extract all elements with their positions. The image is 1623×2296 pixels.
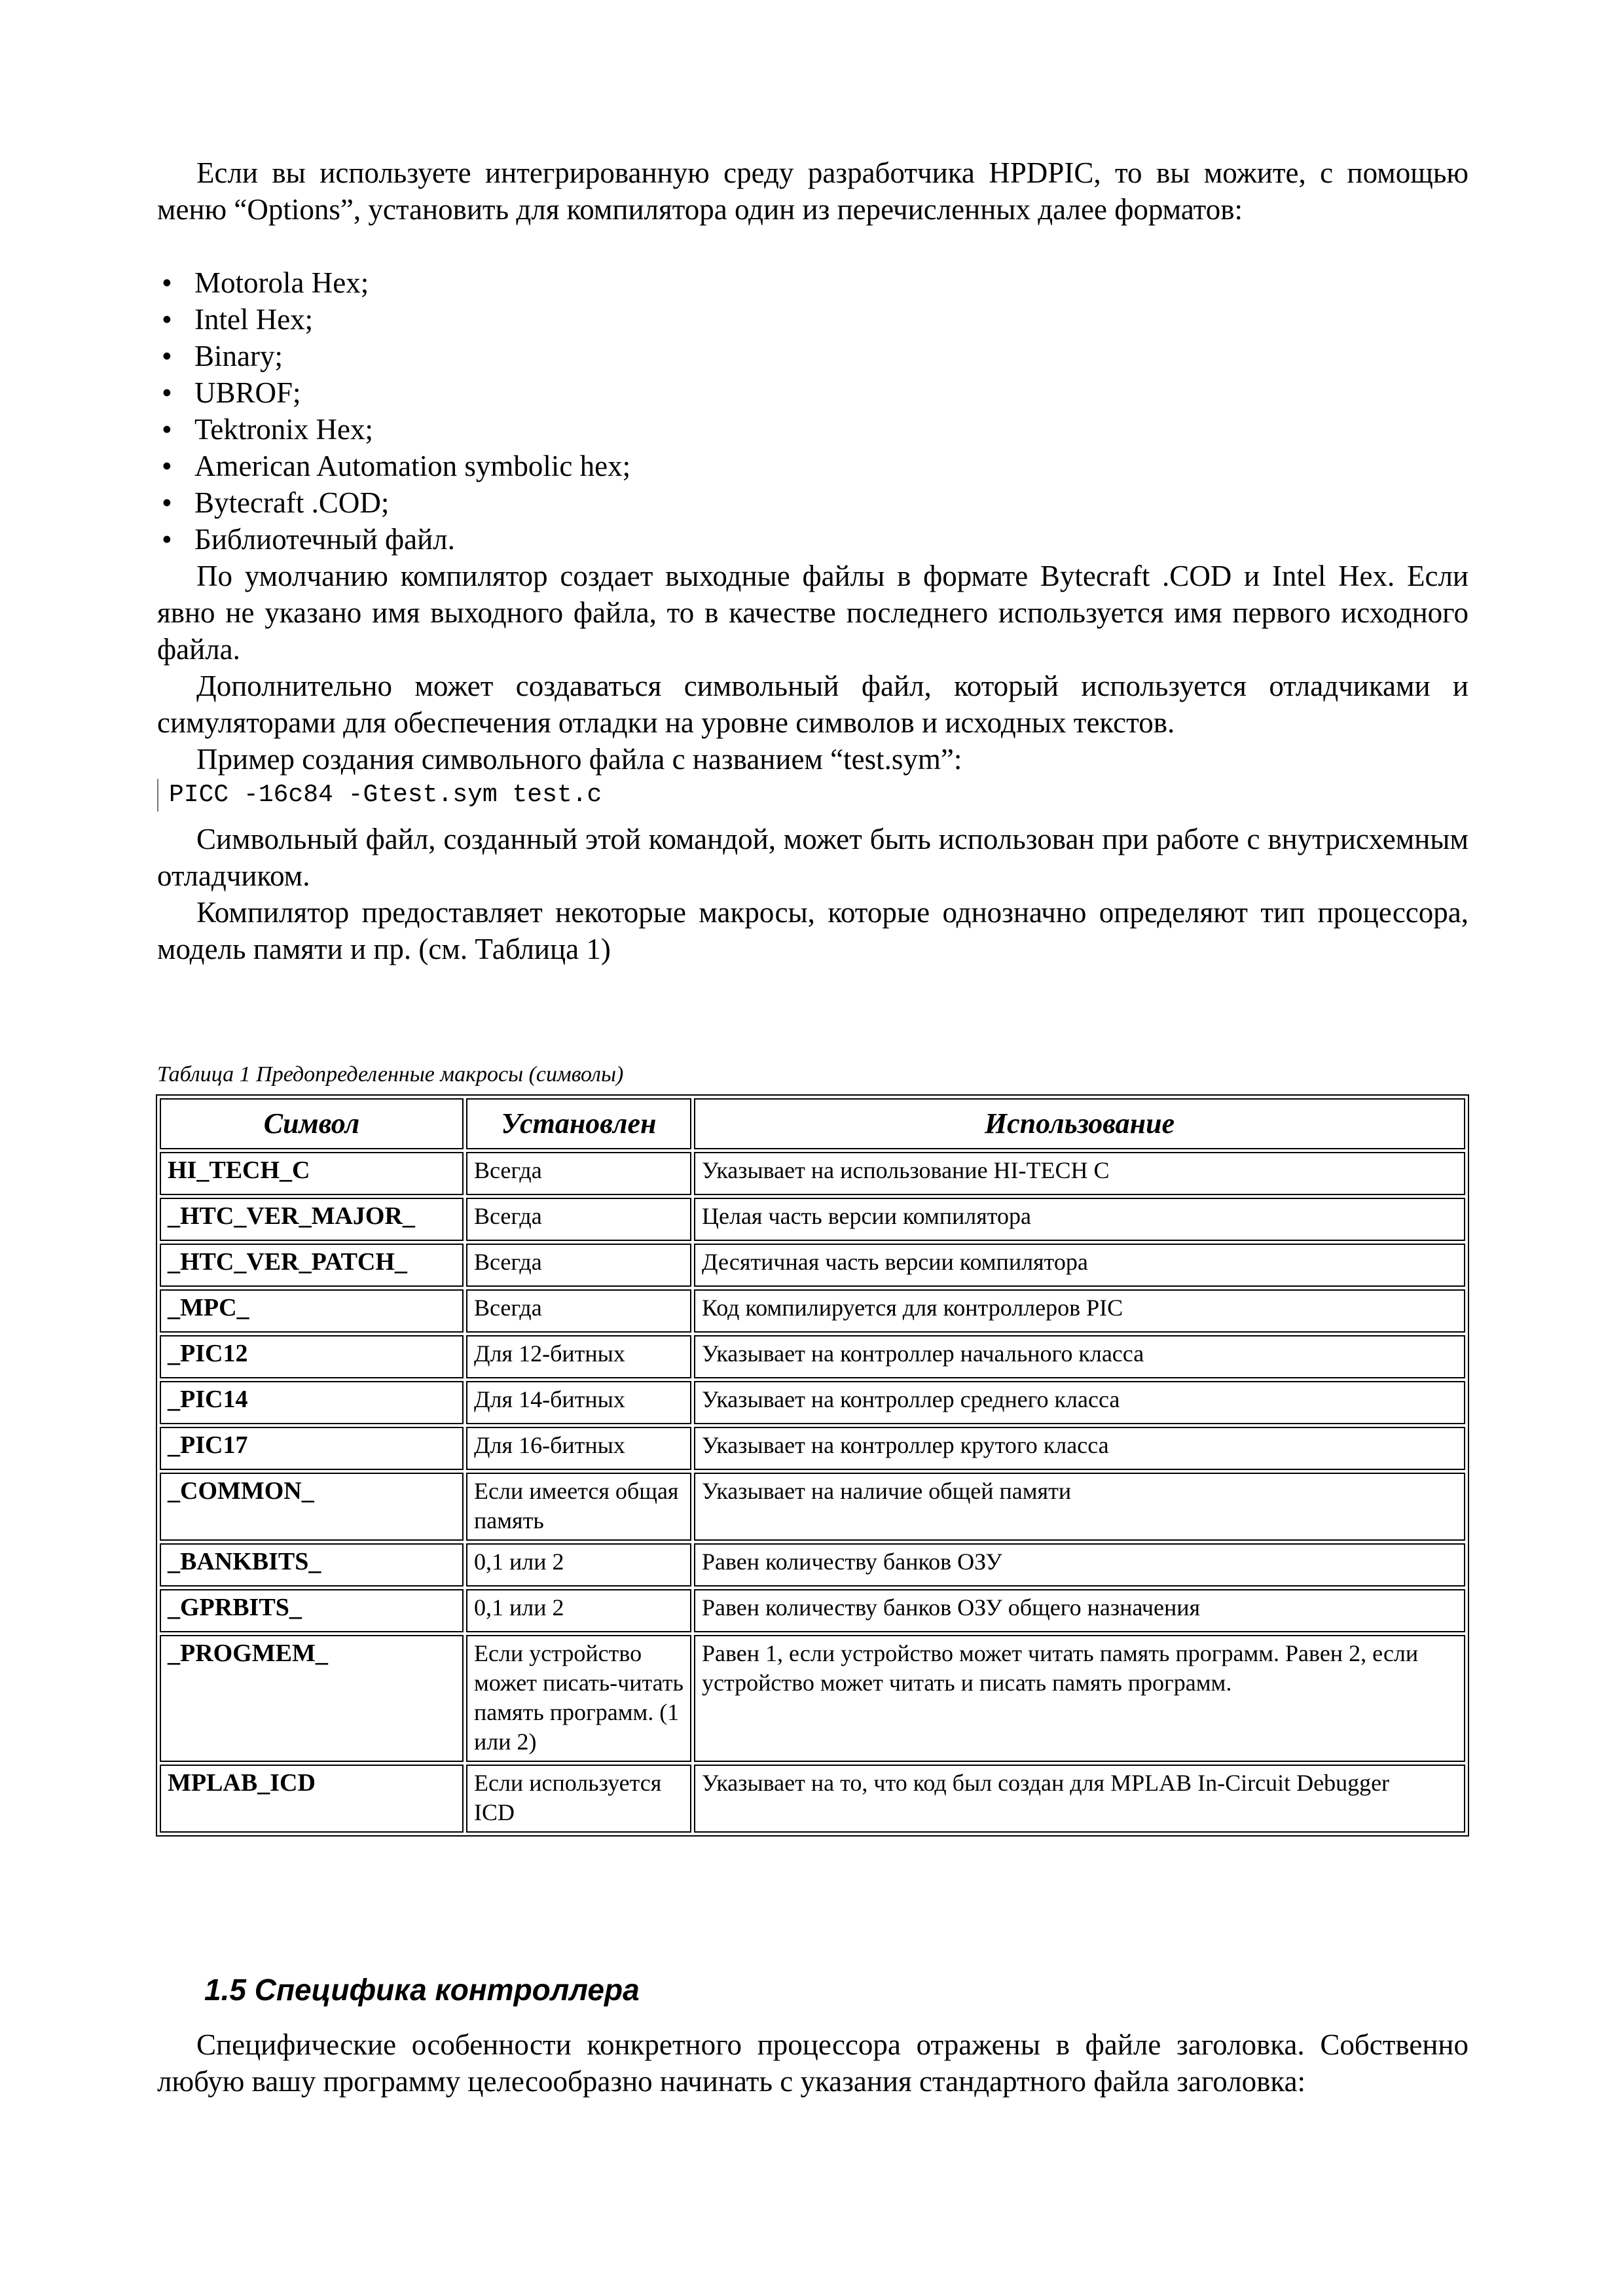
default-output-paragraph: По умолчанию компилятор создает выходные файлы в формате Bytecraft .COD и Intel Hex. Если явно не указано имя выходного файла, то в качестве последнего используется имя первого исходного файла. [157, 560, 1468, 666]
table-row [160, 1635, 1465, 1762]
table-row [160, 1198, 1465, 1241]
usage-cell: Десятичная часть версии компилятора [694, 1244, 1465, 1287]
symbol-cell: _PROGMEM_ [160, 1635, 464, 1762]
table-row [160, 1335, 1465, 1378]
section-heading: 1.5 Специфика контроллера [204, 1973, 640, 2007]
usage-cell: Указывает на то, что код был создан для MPLAB In-Circuit Debugger [694, 1765, 1465, 1833]
list-item-text: Библиотечный файл. [194, 523, 455, 556]
list-item [157, 374, 630, 411]
list-item [157, 411, 630, 448]
column-header-set: Установлен [466, 1098, 691, 1149]
output-format-list [157, 264, 630, 558]
symbol-cell: MPLAB_ICD [160, 1765, 464, 1833]
list-item-text: Tektronix Hex; [194, 413, 374, 446]
set-cell: Всегда [466, 1244, 691, 1287]
table-row [160, 1152, 1465, 1195]
list-item-text: Motorola Hex; [194, 266, 369, 299]
symbol-file-usage-paragraph: Символьный файл, созданный этой командой, может быть использован при работе с внутрисхемным отладчиком. [157, 823, 1468, 892]
bullet-icon: • [162, 376, 172, 409]
set-cell: Для 16-битных [466, 1427, 691, 1470]
list-item [157, 264, 630, 301]
column-header-symbol: Символ [160, 1098, 464, 1149]
usage-cell: Указывает на контроллер начального класса [694, 1335, 1465, 1378]
usage-cell: Код компилируется для контроллеров PIC [694, 1289, 1465, 1333]
symbol-cell: _GPRBITS_ [160, 1589, 464, 1632]
set-cell: Всегда [466, 1152, 691, 1195]
list-item [157, 521, 630, 558]
bullet-icon: • [162, 450, 172, 482]
usage-cell: Целая часть версии компилятора [694, 1198, 1465, 1241]
predefined-macros-table [156, 1094, 1469, 1837]
intro-paragraph: Если вы используете интегрированную среду разработчика HPDPIC, то вы можите, с помощью меню “Options”, установить для компилятора один из перечисленных далее форматов: [157, 156, 1468, 226]
symbol-cell: _MPC_ [160, 1289, 464, 1333]
table-row [160, 1543, 1465, 1587]
bullet-icon: • [162, 486, 172, 519]
symbol-cell: _BANKBITS_ [160, 1543, 464, 1587]
bullet-icon: • [162, 413, 172, 446]
set-cell: Если устройство может писать-читать память программ. (1 или 2) [466, 1635, 691, 1762]
bullet-icon: • [162, 340, 172, 372]
usage-cell: Указывает на наличие общей памяти [694, 1473, 1465, 1541]
table-row [160, 1289, 1465, 1333]
table-row [160, 1589, 1465, 1632]
list-item-text: Intel Hex; [194, 303, 314, 336]
list-item-text: Bytecraft .COD; [194, 486, 390, 519]
table-row [160, 1427, 1465, 1470]
bullet-icon: • [162, 523, 172, 556]
column-header-usage: Использование [694, 1098, 1465, 1149]
usage-cell: Равен количеству банков ОЗУ [694, 1543, 1465, 1587]
table-row [160, 1473, 1465, 1541]
set-cell: Если имеется общая память [466, 1473, 691, 1541]
symbol-cell: _HTC_VER_MAJOR_ [160, 1198, 464, 1241]
symbol-cell: _HTC_VER_PATCH_ [160, 1244, 464, 1287]
table-row [160, 1381, 1465, 1424]
table-caption: Таблица 1 Предопределенные макросы (символы) [157, 1062, 624, 1086]
list-item-text: UBROF; [194, 376, 301, 409]
usage-cell: Указывает на контроллер крутого класса [694, 1427, 1465, 1470]
bullet-icon: • [162, 303, 172, 336]
list-item [157, 301, 630, 338]
table-header-row [160, 1098, 1465, 1149]
symbol-file-paragraph: Дополнительно может создаваться символьный файл, который используется отладчиками и симуляторами для обеспечения отладки на уровне символов и исходных текстов. [157, 670, 1468, 739]
symbol-cell: _COMMON_ [160, 1473, 464, 1541]
set-cell: 0,1 или 2 [466, 1589, 691, 1632]
list-item [157, 338, 630, 374]
symbol-cell: _PIC14 [160, 1381, 464, 1424]
list-item-text: Binary; [194, 340, 283, 372]
usage-cell: Указывает на контроллер среднего класса [694, 1381, 1465, 1424]
list-item [157, 484, 630, 521]
controller-specifics-paragraph: Специфические особенности конкретного процессора отражены в файле заголовка. Собственно любую вашу программу целесообразно начинать с указания стандартного файла заголовка: [157, 2028, 1468, 2098]
symbol-cell: _PIC12 [160, 1335, 464, 1378]
usage-cell: Указывает на использование HI-TECH C [694, 1152, 1465, 1195]
set-cell: 0,1 или 2 [466, 1543, 691, 1587]
code-example: PICC -16c84 -Gtest.sym test.c [157, 779, 602, 812]
example-intro-paragraph: Пример создания символьного файла с названием “test.sym”: [196, 743, 962, 776]
symbol-cell: HI_TECH_C [160, 1152, 464, 1195]
usage-cell: Равен количеству банков ОЗУ общего назначения [694, 1589, 1465, 1632]
symbol-cell: _PIC17 [160, 1427, 464, 1470]
list-item-text: American Automation symbolic hex; [194, 450, 631, 482]
usage-cell: Равен 1, если устройство может читать память программ. Равен 2, если устройство может читать и писать память программ. [694, 1635, 1465, 1762]
set-cell: Для 12-битных [466, 1335, 691, 1378]
bullet-icon: • [162, 266, 172, 299]
set-cell: Всегда [466, 1198, 691, 1241]
set-cell: Всегда [466, 1289, 691, 1333]
set-cell: Для 14-битных [466, 1381, 691, 1424]
list-item [157, 448, 630, 484]
set-cell: Если используется ICD [466, 1765, 691, 1833]
macros-intro-paragraph: Компилятор предоставляет некоторые макросы, которые однозначно определяют тип процессора, модель памяти и пр. (см. Таблица 1) [157, 896, 1468, 965]
table-row [160, 1765, 1465, 1833]
table-row [160, 1244, 1465, 1287]
